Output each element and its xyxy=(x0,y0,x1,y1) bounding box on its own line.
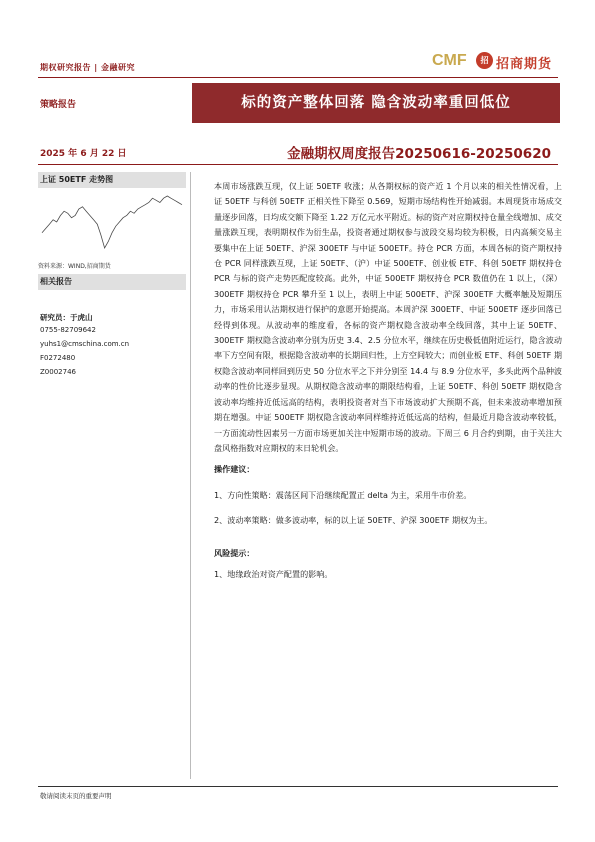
operation-item-1: 1、方向性策略：震荡区间下沿继续配置正 delta 为主，采用牛市价差。 xyxy=(214,489,472,500)
report-date: 2025 年 6 月 22 日 xyxy=(40,149,127,159)
risk-heading: 风险提示： xyxy=(214,547,255,558)
contact-phone: 0755-82709642 xyxy=(40,326,96,334)
chart-source: 资料来源：WIND,招商期货 xyxy=(38,263,111,270)
title-divider xyxy=(38,164,558,165)
contact-email[interactable]: yuhs1@cmschina.com.cn xyxy=(40,340,130,348)
operation-heading: 操作建议： xyxy=(214,464,255,475)
body-paragraph: 本周市场涨跌互现，仅上证 50ETF 收涨；从各期权标的资产近 1 个月以来的相关性情况看，上证 50ETF 与科创 50ETF 正相关性下降至 0.569，短期市场结构性开始减弱。本周现货市场成交量逐步回落，日均成交额下降至 1.22 万亿元水平附近。标的资产对应期权持仓量全线增加、成交量涨跌互现，表明期权作为衍生品，投资者通过期权参与波段交易均较为积极，日内高频交易主要集中在上证 50ETF、沪深 300ETF 与中证 500ETF。持仓 PCR 方面，本周各标的资产期权持仓 PCR 同样涨跌互现，上证 50ETF、（沪）中证 500ETF、创业板 ETF、科创 50ETF 期权持仓 PCR 与标的资产走势匹配度较高。此外，中证 500ETF 期权持仓 PCR 数值仍在 1 以上，（深）300ETF 期权持仓 PCR 攀升至 1 以上，表明上中证 500ETF、沪深 300ETF 大概率触及短期压力，市场采用认沽期权进行保护的意愿开始提高。本周沪深 300ETF、中证 500ETF 逐步回落已经得到体现。从波动率的维度看，各标的资产期权隐含波动率全线回落，其中上证 50ETF、300ETF 期权隐含波动率分别为历史 3.4、2.5 分位水平，继续在历史极低值附近运行，隐含波动率下方空间有限，根据隐含波动率的长期回归性，上方空间较大；而创业板 ETF、科创 50ETF 期权隐含波动率同样回到历史 50 分位水平之下并分别至 14.4 与 8.9 分位水平，多头此两个品种波动率的性价比逐步显现。从期权隐含波动率的期限结构看，上证 50ETF、科创 50ETF 期权隐含波动率均维持近低远高的结构，表明投资者对当下市场波动扩大预期不高，但未来波动率增加预期在增强。中证 500ETF 期权隐含波动率同样维持近低远高的结构，但最近月隐含波动率较低，一方面流动性因素另一方面市场更加关注中短期市场的波动。下周三 6 月合约到期，由于关注大盘风格指数对应期权的末日轮机会。 xyxy=(214,181,563,453)
related-reports-heading: 相关报告 xyxy=(38,274,186,290)
index-trend-chart xyxy=(38,188,186,256)
footer-divider xyxy=(38,786,558,787)
chart-series-line-0 xyxy=(42,196,182,248)
banner-title: 标的资产整体回落 隐含波动率重回低位 xyxy=(192,83,560,123)
report-title: 金融期权周度报告20250616-20250620 xyxy=(287,146,551,162)
license-number-1: F0272480 xyxy=(40,354,76,362)
logo-company-name: 招商期货 xyxy=(496,57,553,72)
logo-seal-icon: 招 xyxy=(476,52,493,69)
header-divider xyxy=(38,77,558,78)
report-category: 策略报告 xyxy=(40,100,77,110)
chart-heading: 上证 50ETF 走势图 xyxy=(38,172,186,188)
risk-item-1: 1、地缘政治对资产配置的影响。 xyxy=(214,568,333,579)
license-number-2: Z0002746 xyxy=(40,368,76,376)
main-content xyxy=(214,179,562,582)
column-divider xyxy=(190,172,191,779)
logo-cmf-text: CMF xyxy=(432,52,467,69)
report-type: 期权研究报告 | 金融研究 xyxy=(40,63,135,72)
researcher-name: 研究员：于虎山 xyxy=(40,313,93,322)
footer-disclaimer: 敬请阅读末页的重要声明 xyxy=(40,792,112,800)
operation-item-2: 2、波动率策略：做多波动率，标的以上证 50ETF、沪深 300ETF 期权为主。 xyxy=(214,515,493,526)
company-logo xyxy=(432,52,557,72)
sidebar xyxy=(38,172,186,379)
